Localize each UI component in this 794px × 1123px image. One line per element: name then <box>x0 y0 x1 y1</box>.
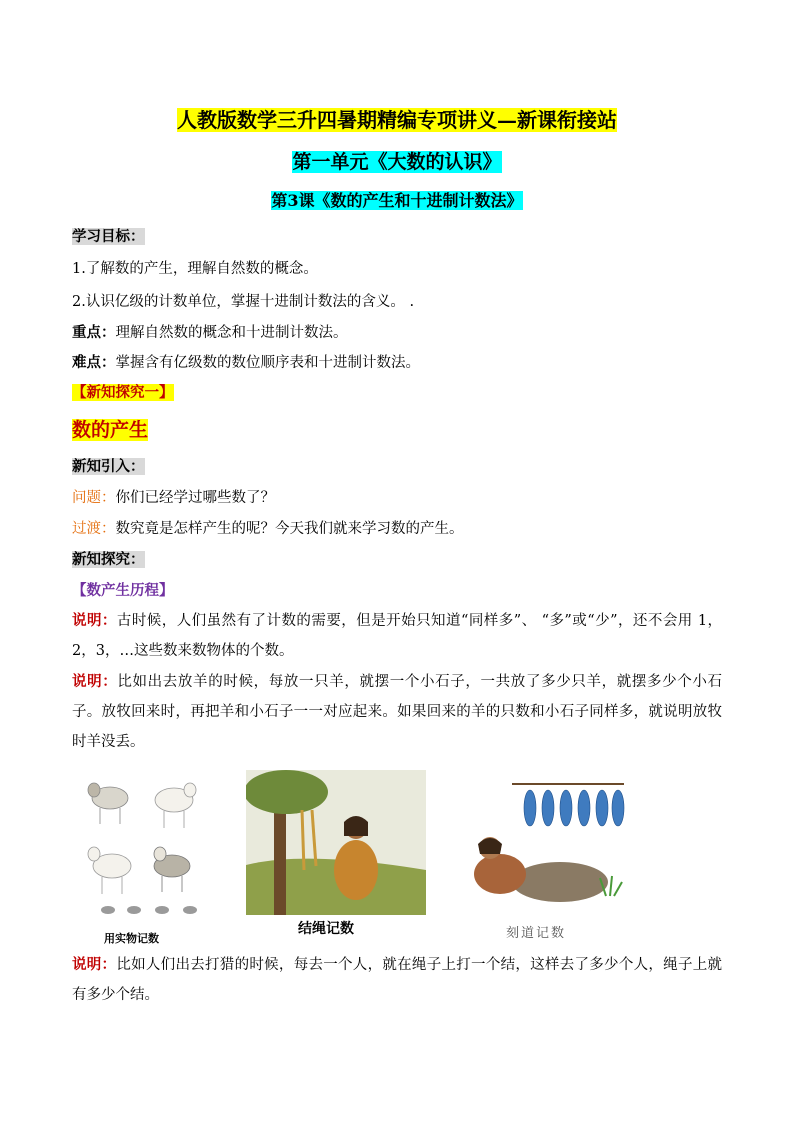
sheep-stones-illustration <box>72 768 222 928</box>
history-tag: 【数产生历程】 <box>72 582 174 599</box>
objective-1: 1.了解数的产生，理解自然数的概念。 <box>72 261 318 277</box>
objectives-label: 学习目标： <box>72 228 145 245</box>
stones-icon <box>101 906 197 914</box>
objective-2: 2.认识亿级的计数单位，掌握十进制计数法的含义。 . <box>72 294 415 310</box>
sheep-icon <box>88 783 128 824</box>
fish-icon <box>524 790 624 826</box>
difficult-point: 难点：掌握含有亿级数的数位顺序表和十进制计数法。 <box>72 354 420 371</box>
lesson-title: 第3课《数的产生和十进制计数法》 <box>271 191 523 210</box>
person-icon <box>474 837 526 894</box>
figure-caption-carving: 刻道记数 <box>506 926 567 941</box>
document-title: 人教版数学三升四暑期精编专项讲义—新课衔接站 <box>177 108 617 132</box>
note-paragraph-3: 说明：比如人们出去打猎的时候，每去一个人，就在绳子上打一个结，这样去了多少个人，绳子上就有多少个结。 <box>72 956 723 1003</box>
sheep-icon <box>155 783 196 828</box>
figure-caption-knots: 结绳记数 <box>298 921 354 937</box>
sheep-icon <box>88 847 131 894</box>
intro-label: 新知引入： <box>72 458 145 475</box>
section-heading: 数的产生 <box>72 419 149 441</box>
sheep-icon <box>154 847 190 892</box>
transition-line: 过渡：数究竟是怎样产生的呢？今天我们就来学习数的产生。 <box>72 521 464 537</box>
rock-icon <box>512 862 608 902</box>
key-point: 重点：理解自然数的概念和十进制计数法。 <box>72 324 348 341</box>
note-paragraph-2: 说明：比如出去放羊的时候，每放一只羊，就摆一个小石子，一共放了多少只羊，就摆多少个小石子。放牧回来时，再把羊和小石子一一对应起来。如果回来的羊的只数和小石子同样多，就说明放牧时羊没丢。 <box>72 673 723 750</box>
explore-label: 新知探究： <box>72 551 145 568</box>
carving-illustration <box>460 778 630 908</box>
section-tag: 【新知探究一】 <box>72 384 174 401</box>
note-paragraph-1: 说明：古时候，人们虽然有了计数的需要，但是开始只知道“同样多”、 “多”或“少”，还不会用 1，2，3，…这些数来数物体的个数。 <box>72 612 723 659</box>
question-line: 问题：你们已经学过哪些数了？ <box>72 490 275 506</box>
knot-tying-illustration <box>246 770 426 915</box>
figure-caption-objects: 用实物记数 <box>104 932 159 945</box>
unit-title: 第一单元《大数的认识》 <box>292 151 502 173</box>
